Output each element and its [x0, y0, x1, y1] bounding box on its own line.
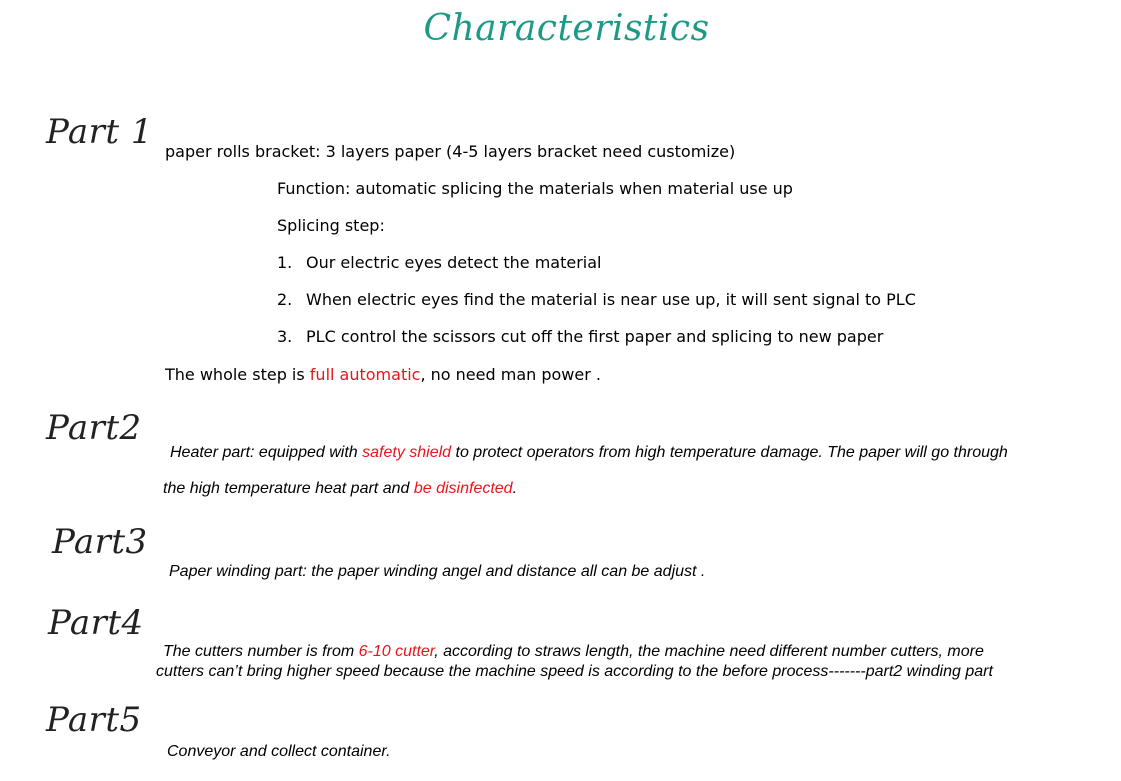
list-item	[277, 327, 883, 347]
part1-summary	[165, 365, 601, 385]
part5-text: Conveyor and collect container.	[167, 743, 391, 760]
highlight-text: full automatic	[309, 365, 421, 384]
part4-line2: cutters can’t bring higher speed because the machine speed is according to the before process-------part2 winding part	[156, 663, 993, 680]
step-text: When electric eyes find the material is near use up, it will sent signal to PLC	[306, 290, 916, 309]
part1-label: Part 1	[46, 112, 153, 152]
body-text: The cutters number is from	[163, 643, 359, 660]
body-text: the high temperature heat part and	[163, 480, 414, 497]
part2-label: Part2	[46, 408, 142, 448]
part1-splicing-title: Splicing step:	[277, 216, 385, 235]
page-title: Characteristics	[423, 8, 710, 49]
step-number: 2.	[277, 290, 293, 309]
part2-line1	[170, 443, 1008, 463]
summary-text: , no need man power .	[420, 365, 601, 384]
step-number: 1.	[277, 253, 293, 272]
body-text: to protect operators from high temperature damage. The paper will go through	[451, 444, 1008, 461]
step-text: Our electric eyes detect the material	[306, 253, 602, 272]
part3-text: Paper winding part: the paper winding angel and distance all can be adjust .	[169, 563, 706, 580]
part1-function: Function: automatic splicing the materials when material use up	[277, 179, 793, 198]
highlight-text: be disinfected	[413, 480, 513, 497]
body-text: , according to straws length, the machine need different number cutters, more	[434, 643, 984, 660]
part1-intro: paper rolls bracket: 3 layers paper (4-5 layers bracket need customize)	[165, 142, 736, 161]
part2-line2	[163, 479, 517, 499]
body-text: .	[512, 480, 518, 497]
body-text: Heater part: equipped with	[170, 444, 363, 461]
part5-label: Part5	[46, 700, 142, 740]
highlight-text: safety shield	[362, 444, 452, 461]
part4-line1	[163, 642, 984, 662]
list-item	[277, 290, 916, 310]
step-text: PLC control the scissors cut off the first paper and splicing to new paper	[306, 327, 884, 346]
highlight-text: 6-10 cutter	[358, 643, 435, 660]
part4-label: Part4	[48, 603, 144, 643]
list-item	[277, 253, 601, 273]
step-number: 3.	[277, 327, 293, 346]
summary-text: The whole step is	[165, 365, 310, 384]
part3-label: Part3	[52, 522, 148, 562]
